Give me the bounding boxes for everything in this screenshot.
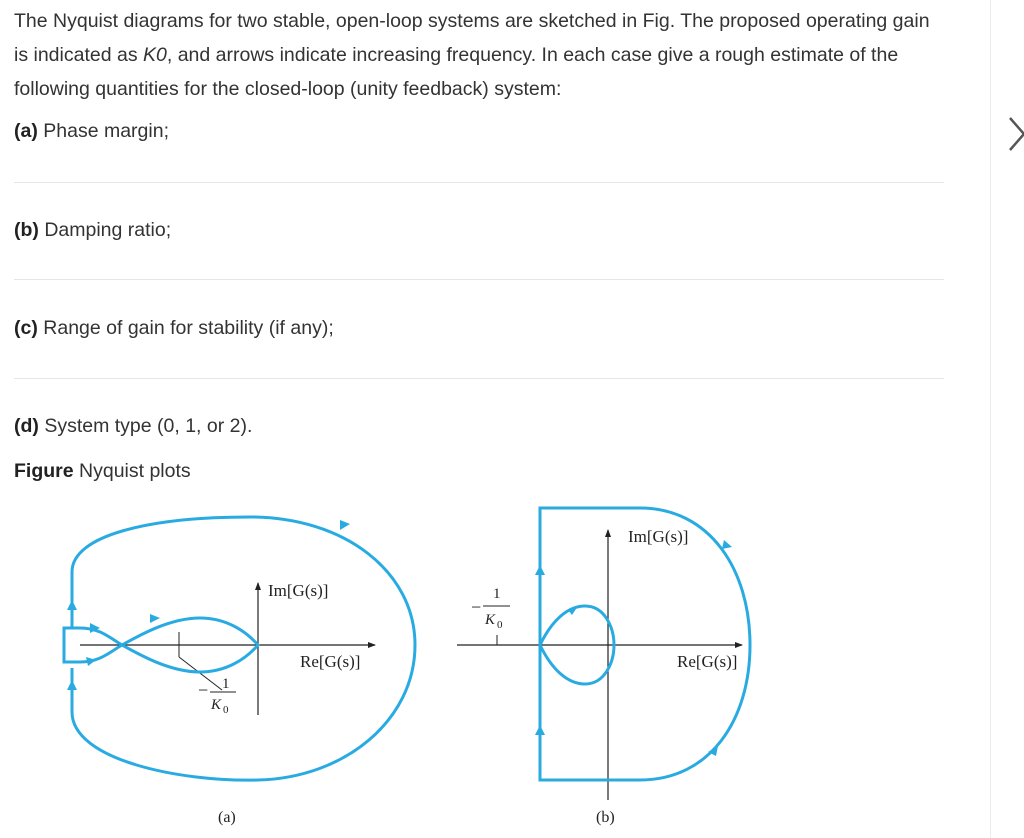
plot-a-caption: (a) bbox=[218, 809, 236, 826]
plot-b-arrow-3 bbox=[722, 540, 732, 549]
side-divider bbox=[990, 0, 991, 838]
plot-b-real-label: Re[G(s)] bbox=[677, 652, 738, 671]
plot-a-arrow-3 bbox=[340, 520, 350, 530]
part-b-text: Damping ratio; bbox=[38, 219, 172, 241]
part-d-letter: (d) bbox=[14, 415, 39, 437]
part-d bbox=[14, 413, 252, 439]
plot-b-outer-d-contour bbox=[540, 508, 750, 780]
question-intro-part1: The Nyquist diagrams for two stable, open-loop systems are sketched in Fig. The proposed operating gain is indicated as bbox=[14, 10, 930, 66]
chevron-right-icon[interactable] bbox=[1004, 112, 1024, 158]
figure-caption-text: Nyquist plots bbox=[73, 460, 191, 482]
part-a-text: Phase margin; bbox=[37, 120, 169, 142]
plot-b-k0-denominator: K bbox=[485, 612, 496, 628]
plot-a-arrow-1 bbox=[67, 680, 77, 690]
plot-a-arrow-6 bbox=[150, 614, 160, 623]
figure-caption-label: Figure bbox=[14, 460, 74, 482]
part-a-letter: (a) bbox=[14, 120, 38, 142]
part-d-text: System type (0, 1, or 2). bbox=[38, 415, 253, 437]
answer-divider-a bbox=[14, 182, 944, 183]
plot-a-arrow-2 bbox=[67, 600, 77, 610]
part-c bbox=[14, 315, 334, 341]
plot-b bbox=[457, 508, 750, 826]
question-intro-part2: , and arrows indicate increasing frequency. In each case give a rough estimate of the following quantities for the closed-loop (unity feedback) system: bbox=[14, 44, 899, 100]
part-c-letter: (c) bbox=[14, 317, 38, 339]
plot-b-arrow-1 bbox=[535, 565, 545, 575]
plot-b-k0-sign: − bbox=[471, 597, 482, 617]
part-c-text: Range of gain for stability (if any); bbox=[37, 317, 334, 339]
gain-symbol: K0 bbox=[143, 44, 167, 66]
question-text bbox=[14, 4, 944, 106]
figure-caption bbox=[14, 458, 191, 484]
plot-a-k0-numerator: 1 bbox=[222, 676, 230, 692]
nyquist-figure bbox=[0, 490, 990, 838]
plot-a-k0-sign: − bbox=[198, 680, 209, 700]
plot-a-imag-label: Im[G(s)] bbox=[268, 581, 329, 600]
part-b-letter: (b) bbox=[14, 219, 39, 241]
plot-b-imag-label: Im[G(s)] bbox=[628, 527, 689, 546]
plot-b-arrow-2 bbox=[535, 725, 545, 735]
plot-b-caption: (b) bbox=[596, 809, 615, 826]
plot-a-outer-curve bbox=[72, 517, 415, 780]
plot-b-k0-numerator: 1 bbox=[493, 586, 501, 602]
plot-a-k0-subscript: 0 bbox=[223, 704, 229, 716]
answer-divider-b bbox=[14, 279, 944, 280]
part-a bbox=[14, 118, 169, 144]
plot-a bbox=[64, 517, 415, 826]
answer-divider-c bbox=[14, 378, 944, 379]
part-b bbox=[14, 217, 171, 243]
plot-b-k0-subscript: 0 bbox=[497, 619, 503, 631]
plot-a-k0-denominator: K bbox=[211, 697, 222, 713]
plot-a-real-label: Re[G(s)] bbox=[300, 652, 361, 671]
